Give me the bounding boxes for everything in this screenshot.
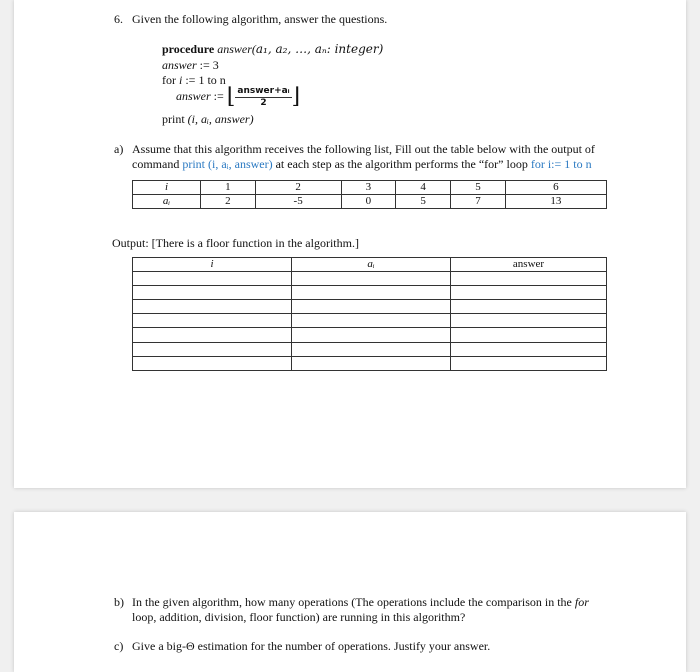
part-a-label: a): [114, 142, 124, 156]
floor-right-bracket: ⌋: [291, 84, 301, 109]
table-row: [133, 342, 607, 356]
fraction: $\frac{\text{answer+aᵢ}}{2}$: [237, 86, 290, 108]
cell-a[interactable]: 2: [201, 195, 256, 209]
init-line: answer := 3: [162, 58, 219, 72]
answer-cell[interactable]: [451, 342, 607, 356]
worksheet-page-1: [14, 0, 686, 488]
cell-i[interactable]: 6: [505, 181, 606, 195]
answer-cell[interactable]: [451, 314, 607, 328]
cell-a[interactable]: 0: [341, 195, 396, 209]
part-c-label: c): [114, 639, 124, 653]
table-row: [133, 314, 607, 328]
table-row: [133, 286, 607, 300]
output-label: Output: [There is a floor function in the algorithm.]: [112, 236, 359, 250]
answer-cell[interactable]: [451, 328, 607, 342]
header-i: i: [133, 258, 292, 272]
answer-cell[interactable]: [451, 300, 607, 314]
answer-cell[interactable]: [133, 314, 292, 328]
answer-cell[interactable]: [292, 356, 451, 370]
answer-cell[interactable]: [292, 314, 451, 328]
header-a: aᵢ: [292, 258, 451, 272]
answer-cell[interactable]: [133, 286, 292, 300]
answer-cell[interactable]: [292, 286, 451, 300]
part-a-line1: Assume that this algorithm receives the following list, Fill out the table below with the output of: [132, 142, 595, 156]
floor-left-bracket: ⌊: [226, 84, 236, 109]
question-number: 6.: [114, 12, 123, 26]
answer-cell[interactable]: [292, 328, 451, 342]
answer-cell[interactable]: [133, 356, 292, 370]
table-row: [133, 328, 607, 342]
answer-cell[interactable]: [133, 342, 292, 356]
cell-i[interactable]: 5: [451, 181, 506, 195]
table-row: [133, 195, 607, 209]
for-line: for i := 1 to n: [162, 73, 226, 87]
procedure-name: answer(: [217, 42, 256, 56]
cell-a[interactable]: 7: [451, 195, 506, 209]
cell-i[interactable]: 3: [341, 181, 396, 195]
table-row: [133, 356, 607, 370]
input-table: [132, 180, 607, 209]
answer-cell[interactable]: [133, 300, 292, 314]
answer-cell[interactable]: [292, 272, 451, 286]
table-row: [133, 181, 607, 195]
cell-i[interactable]: 2: [255, 181, 341, 195]
part-a-line2: command print (i, aᵢ, answer) at each step as the algorithm performs the “for” loop for i:= 1 to n: [132, 157, 592, 171]
row-label-a: aᵢ: [133, 195, 201, 209]
worksheet-page-2: [14, 512, 686, 672]
header-answer: answer: [451, 258, 607, 272]
row-label-i: i: [133, 181, 201, 195]
cell-a[interactable]: -5: [255, 195, 341, 209]
cell-a[interactable]: 5: [396, 195, 451, 209]
answer-cell[interactable]: [133, 272, 292, 286]
part-b-line2: loop, addition, division, floor function) are running in this algorithm?: [132, 610, 466, 624]
assignment-line: answer := ⌊ $\frac{\text{answer+aᵢ}}{2}$ ⌋: [176, 84, 301, 109]
part-c-text: Give a big-Θ estimation for the number of operations. Justify your answer.: [132, 639, 491, 653]
question-text: Given the following algorithm, answer the questions.: [132, 12, 388, 26]
print-line: print (i, aᵢ, answer): [162, 112, 254, 126]
cell-a[interactable]: 13: [505, 195, 606, 209]
table-row: [133, 300, 607, 314]
table-row: [133, 272, 607, 286]
output-table: [132, 257, 607, 371]
procedure-line: [162, 42, 383, 57]
cell-i[interactable]: 4: [396, 181, 451, 195]
answer-cell[interactable]: [133, 328, 292, 342]
part-b-label: b): [114, 595, 124, 609]
answer-cell[interactable]: [451, 272, 607, 286]
cell-i[interactable]: 1: [201, 181, 256, 195]
answer-cell[interactable]: [292, 300, 451, 314]
part-b-line1: In the given algorithm, how many operations (The operations include the comparison in the for: [132, 595, 589, 609]
answer-cell[interactable]: [292, 342, 451, 356]
answer-cell[interactable]: [451, 356, 607, 370]
procedure-params: a₁, a₂, …, aₙ: integer): [255, 42, 384, 56]
table-header-row: [133, 258, 607, 272]
answer-cell[interactable]: [451, 286, 607, 300]
procedure-keyword: procedure: [162, 42, 215, 56]
